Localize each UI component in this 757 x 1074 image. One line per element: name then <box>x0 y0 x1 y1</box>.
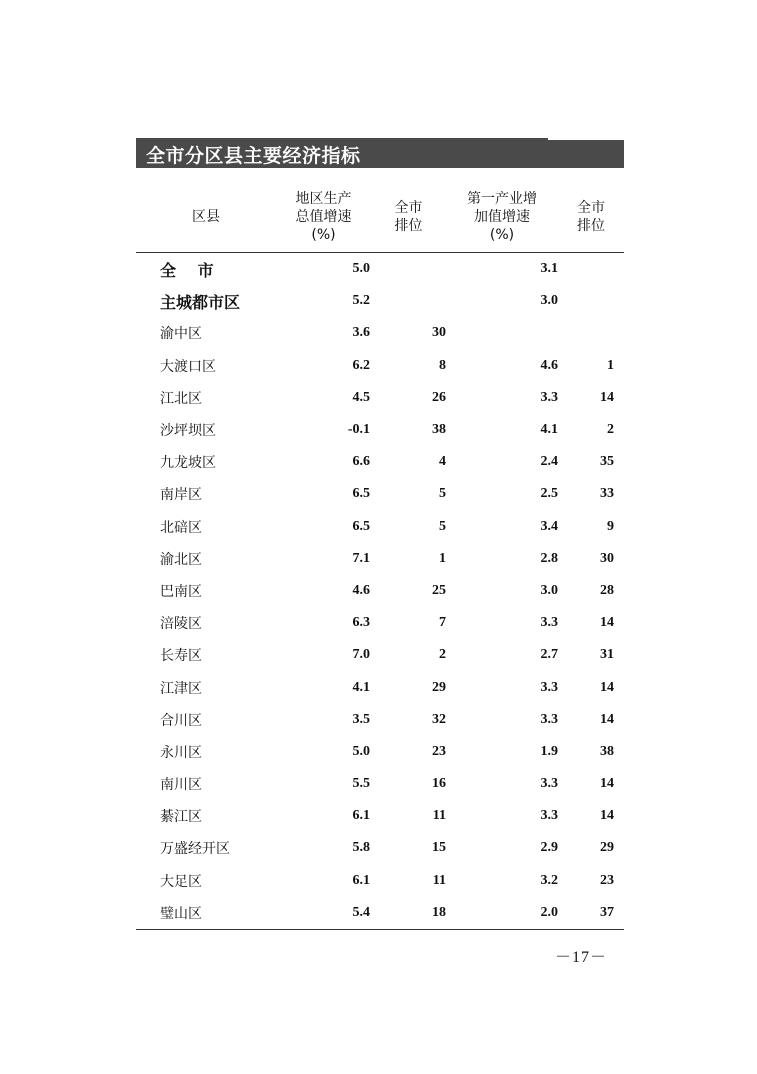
district-name: 合川区 <box>160 712 202 729</box>
section-title: 全市分区县主要经济指标 <box>146 145 361 167</box>
gdp-growth-cell: 6.6 <box>352 454 370 470</box>
primary-rank-cell <box>558 317 624 349</box>
district-name: 綦江区 <box>160 809 202 826</box>
district-name: 南川区 <box>160 777 202 794</box>
primary-growth-cell: 3.0 <box>540 293 558 309</box>
gdp-growth-cell: 5.8 <box>352 840 370 856</box>
primary-growth-cell: 3.1 <box>540 261 558 277</box>
district-name: 大足区 <box>160 873 202 890</box>
primary-growth-cell: 2.4 <box>540 454 558 470</box>
gdp-growth-cell: 6.1 <box>352 808 370 824</box>
gdp-growth-cell: 6.5 <box>352 486 370 502</box>
primary-growth-cell: 2.0 <box>446 897 558 930</box>
primary-rank-cell: 14 <box>600 711 614 727</box>
table-row <box>136 511 624 543</box>
primary-rank-cell: 14 <box>600 615 614 631</box>
title-notch <box>548 138 624 140</box>
table-row <box>136 800 624 832</box>
primary-growth-cell: 2.8 <box>540 550 558 566</box>
primary-rank-cell: 38 <box>600 743 614 759</box>
gdp-rank-cell: 4 <box>439 454 446 470</box>
primary-growth-cell: 3.3 <box>540 389 558 405</box>
gdp-rank-cell <box>371 285 446 317</box>
district-name: 万盛经开区 <box>160 841 230 858</box>
district-name: 全 市 <box>160 260 214 280</box>
table-row <box>136 382 624 414</box>
gdp-growth-cell: 4.5 <box>352 389 370 405</box>
gdp-growth-cell: -0.1 <box>347 422 370 438</box>
primary-rank-cell: 23 <box>600 872 614 888</box>
gdp-rank-cell: 2 <box>439 647 446 663</box>
gdp-growth-cell: 4.1 <box>352 679 370 695</box>
table-row <box>136 350 624 382</box>
table-row <box>136 865 624 897</box>
primary-growth-cell: 2.5 <box>540 486 558 502</box>
economic-indicators-table <box>136 186 624 930</box>
table-row <box>136 253 624 286</box>
gdp-rank-cell: 23 <box>432 743 446 759</box>
table-row <box>136 575 624 607</box>
primary-growth-cell: 3.3 <box>540 679 558 695</box>
gdp-growth-cell: 3.5 <box>352 711 370 727</box>
primary-growth-cell: 2.7 <box>540 647 558 663</box>
gdp-growth-cell: 4.6 <box>352 582 370 598</box>
primary-rank-cell: 35 <box>600 454 614 470</box>
header-gdp-rank: 全市 排位 <box>371 186 446 253</box>
gdp-rank-cell: 25 <box>432 582 446 598</box>
gdp-growth-cell: 6.1 <box>352 872 370 888</box>
primary-growth-cell: 3.2 <box>540 872 558 888</box>
page-number: －17－ <box>555 949 608 966</box>
gdp-rank-cell: 29 <box>432 679 446 695</box>
table-row <box>136 832 624 864</box>
district-name: 江北区 <box>160 390 202 407</box>
district-name: 渝中区 <box>160 326 202 343</box>
gdp-rank-cell <box>371 253 446 286</box>
table-row <box>136 897 624 930</box>
primary-growth-cell: 3.3 <box>540 808 558 824</box>
header-gdp-growth: 地区生产 总值增速 (%) <box>276 186 371 253</box>
gdp-rank-cell: 15 <box>432 840 446 856</box>
table-row <box>136 317 624 349</box>
primary-rank-cell: 29 <box>600 840 614 856</box>
district-name: 南岸区 <box>160 487 202 504</box>
district-name: 永川区 <box>160 744 202 761</box>
primary-rank-cell: 37 <box>558 897 624 930</box>
gdp-rank-cell: 16 <box>432 776 446 792</box>
table-row <box>136 543 624 575</box>
table-header-row <box>136 186 624 253</box>
district-name: 巴南区 <box>160 583 202 600</box>
primary-growth-cell <box>446 317 558 349</box>
primary-rank-cell: 14 <box>600 776 614 792</box>
district-name: 渝北区 <box>160 551 202 568</box>
table-row <box>136 285 624 317</box>
gdp-rank-cell: 1 <box>439 550 446 566</box>
gdp-rank-cell: 32 <box>432 711 446 727</box>
primary-growth-cell: 4.6 <box>540 357 558 373</box>
gdp-rank-cell: 5 <box>439 518 446 534</box>
gdp-growth-cell: 5.0 <box>352 743 370 759</box>
section-title-bar <box>136 138 624 168</box>
table-row <box>136 446 624 478</box>
gdp-rank-cell: 26 <box>432 389 446 405</box>
primary-rank-cell: 33 <box>600 486 614 502</box>
primary-rank-cell: 1 <box>607 357 614 373</box>
district-name: 沙坪坝区 <box>160 423 216 440</box>
gdp-rank-cell: 7 <box>439 615 446 631</box>
primary-growth-cell: 4.1 <box>540 422 558 438</box>
table-row <box>136 639 624 671</box>
table-row <box>136 704 624 736</box>
gdp-rank-cell: 5 <box>439 486 446 502</box>
gdp-growth-cell: 6.5 <box>352 518 370 534</box>
gdp-growth-cell: 5.4 <box>276 897 371 930</box>
gdp-growth-cell: 6.3 <box>352 615 370 631</box>
gdp-rank-cell: 30 <box>432 325 446 341</box>
gdp-rank-cell: 11 <box>432 808 446 824</box>
gdp-growth-cell: 7.0 <box>352 647 370 663</box>
gdp-growth-cell: 6.2 <box>352 357 370 373</box>
gdp-rank-cell: 18 <box>371 897 446 930</box>
primary-rank-cell: 30 <box>600 550 614 566</box>
gdp-growth-cell: 5.5 <box>352 776 370 792</box>
primary-rank-cell: 2 <box>607 422 614 438</box>
primary-rank-cell <box>558 253 624 286</box>
primary-rank-cell <box>558 285 624 317</box>
primary-growth-cell: 3.3 <box>540 615 558 631</box>
header-primary-rank: 全市 排位 <box>558 186 624 253</box>
primary-growth-cell: 1.9 <box>540 743 558 759</box>
table-row <box>136 736 624 768</box>
header-primary-growth: 第一产业增 加值增速 (%) <box>446 186 558 253</box>
primary-rank-cell: 14 <box>600 679 614 695</box>
primary-growth-cell: 3.4 <box>540 518 558 534</box>
district-name: 主城都市区 <box>160 292 241 312</box>
gdp-growth-cell: 7.1 <box>352 550 370 566</box>
gdp-rank-cell: 11 <box>432 872 446 888</box>
table-row <box>136 414 624 446</box>
gdp-rank-cell: 8 <box>439 357 446 373</box>
district-name: 长寿区 <box>160 648 202 665</box>
primary-rank-cell: 14 <box>600 389 614 405</box>
district-name: 涪陵区 <box>160 616 202 633</box>
primary-rank-cell: 31 <box>600 647 614 663</box>
gdp-growth-cell: 3.6 <box>352 325 370 341</box>
primary-growth-cell: 3.3 <box>540 711 558 727</box>
primary-growth-cell: 3.0 <box>540 582 558 598</box>
table-row <box>136 768 624 800</box>
gdp-growth-cell: 5.2 <box>352 293 370 309</box>
primary-rank-cell: 28 <box>600 582 614 598</box>
primary-rank-cell: 9 <box>607 518 614 534</box>
table-row <box>136 607 624 639</box>
primary-rank-cell: 14 <box>600 808 614 824</box>
table-row <box>136 671 624 703</box>
primary-growth-cell: 2.9 <box>540 840 558 856</box>
header-district: 区县 <box>136 186 276 253</box>
district-name: 江津区 <box>160 680 202 697</box>
district-name: 璧山区 <box>136 897 276 930</box>
primary-growth-cell: 3.3 <box>540 776 558 792</box>
gdp-growth-cell: 5.0 <box>352 261 370 277</box>
district-name: 大渡口区 <box>160 358 216 375</box>
table-row <box>136 478 624 510</box>
gdp-rank-cell: 38 <box>432 422 446 438</box>
district-name: 北碚区 <box>160 519 202 536</box>
district-name: 九龙坡区 <box>160 455 216 472</box>
